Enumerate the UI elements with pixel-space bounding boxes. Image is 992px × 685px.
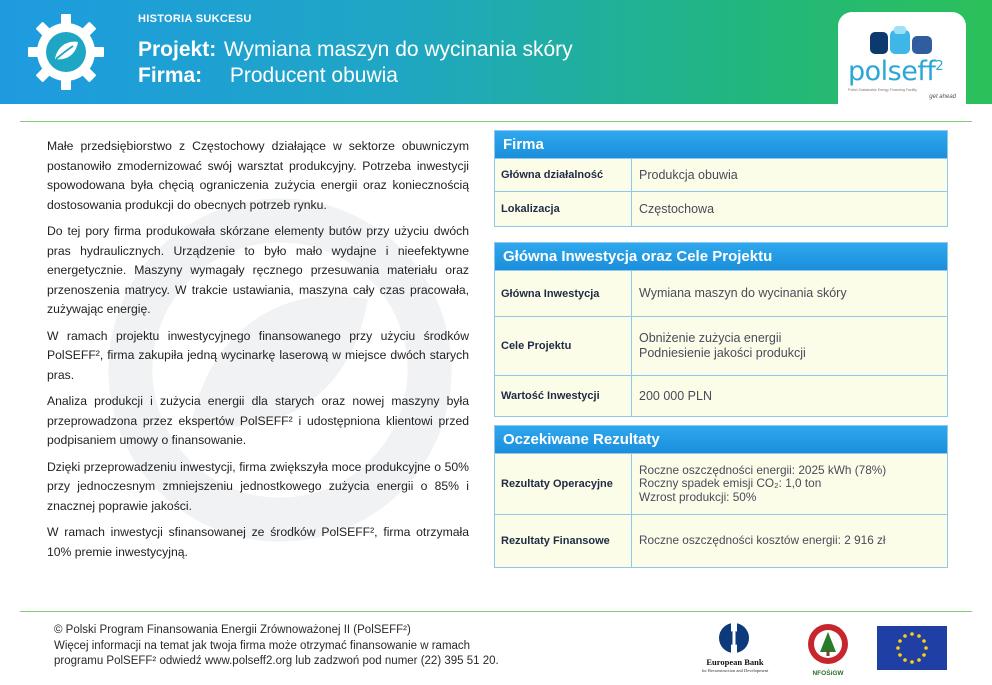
table-row	[495, 316, 947, 375]
ebrd-name: European Bank	[706, 657, 764, 667]
company-line	[138, 64, 398, 88]
footer-line: © Polski Program Finansowania Energii Zrównoważonej II (PolSEFF²)	[54, 624, 411, 636]
row-value: 200 000 PLN	[639, 388, 712, 403]
kicker-label: HISTORIA SUKCESU	[138, 13, 252, 25]
table-row	[495, 453, 947, 514]
footer-text	[54, 623, 654, 670]
table-row	[495, 270, 947, 316]
polseff-tagline: get ahead	[929, 94, 956, 100]
polseff-wordmark: polseff$^2$	[848, 56, 944, 87]
polseff-shapes-icon	[868, 26, 938, 58]
paragraph: Do tej pory firma produkowała skórzane elementy butów przy użyciu dwóch pras hydraulicznych. Urządzenie to było mało wydajne i nieefektywne energetycznie. Maszyny wymagały ręcznego przesuwania materiału oraz przenoszenia matrycy. W trakcie ustawiania, maszyna cały czas pracowała, zużywając energię.	[47, 224, 469, 316]
bottom-divider	[20, 611, 972, 612]
row-key: Główna Inwestycja	[495, 271, 632, 316]
row-value: Częstochowa	[639, 201, 715, 216]
row-key: Cele Projektu	[495, 317, 632, 375]
paragraph: W ramach inwestycji sfinansowanej ze środków PolSEFF², firma otrzymała 10% premie inwestycyjną.	[47, 525, 469, 559]
row-value: Roczne oszczędności kosztów energii: 2 916 zł	[639, 533, 886, 548]
row-value: Roczne oszczędności energii: 2025 kWh (78%) Roczny spadek emisji CO₂: 1,0 ton Wzrost produkcji: 50%	[639, 462, 887, 504]
story-text	[47, 137, 469, 569]
project-line	[138, 38, 573, 62]
row-key: Główna działalność	[495, 159, 632, 191]
footer-line: Więcej informacji na temat jak twoja firma może otrzymać finansowanie w ramach	[54, 639, 471, 652]
header-banner	[0, 0, 992, 104]
panel-title: Oczekiwane Rezultaty	[495, 426, 947, 453]
row-key: Rezultaty Operacyjne	[495, 454, 632, 514]
table-row	[495, 514, 947, 567]
polseff-logo	[838, 12, 966, 104]
project-label: Projekt:	[138, 38, 217, 61]
panel-title: Główna Inwestycja oraz Cele Projektu	[495, 243, 947, 270]
paragraph: Analiza produkcji i zużycia energii dla starych oraz nowej maszyny była przeprowadzona przez ekspertów PolSEFF² i udostępniona klientowi przed podpisaniem umowy o finansowanie.	[47, 394, 469, 447]
company-value: Producent obuwia	[229, 64, 398, 87]
gear-leaf-icon	[26, 12, 106, 92]
polseff-fullname: Polish Sustainable Energy Financing Facility	[848, 88, 917, 92]
row-value: Obniżenie zużycia energii Podniesienie jakości produkcji	[639, 331, 806, 360]
footer-line: programu PolSEFF² odwiedź www.polseff2.org lub zadzwoń pod numer (22) 395 51 20.	[54, 655, 499, 667]
project-value: Wymiana maszyn do wycinania skóry	[223, 38, 573, 61]
table-row	[495, 158, 947, 191]
panel-title: Firma	[495, 131, 947, 158]
paragraph: W ramach projektu inwestycyjnego finansowanego przy użyciu środków PolSEFF², firma zakupiła jedną wycinarkę laserową w miejsce dwóch starych pras.	[47, 328, 469, 382]
row-value: Produkcja obuwia	[639, 167, 738, 182]
paragraph: Dzięki przeprowadzeniu inwestycji, firma zwiększyła moce produkcyjne o 50% przy jednoczesnym zmniejszeniu jednostkowego zużycia energii o 85% i znacznej poprawie jakości.	[47, 459, 469, 513]
row-key: Rezultaty Finansowe	[495, 515, 632, 567]
row-key: Lokalizacja	[495, 192, 632, 226]
nfosigw-logo-icon	[804, 622, 852, 672]
nfosigw-label: NFOŚiGW	[812, 670, 844, 677]
row-key: Wartość Inwestycji	[495, 376, 632, 416]
company-label: Firma:	[138, 64, 203, 87]
table-row	[495, 375, 947, 416]
ebrd-subtitle: for Reconstruction and Development	[701, 668, 769, 673]
paragraph: Małe przedsiębiorstwo z Częstochowy działające w sektorze obuwniczym postanowiło zmodernizować swój warsztat produkcyjny. Potrzeba inwestycji spowodowana była chęcią ograniczenia zużycia energii oraz koniecznością dostosowania produkcji do obecnych potrzeb rynku.	[47, 139, 469, 212]
investment-panel	[494, 242, 948, 417]
top-divider	[20, 121, 972, 122]
eu-flag-icon	[877, 626, 947, 670]
results-panel	[494, 425, 948, 568]
table-row	[495, 191, 947, 226]
row-value: Wymiana maszyn do wycinania skóry	[639, 286, 847, 300]
company-panel	[494, 130, 948, 227]
